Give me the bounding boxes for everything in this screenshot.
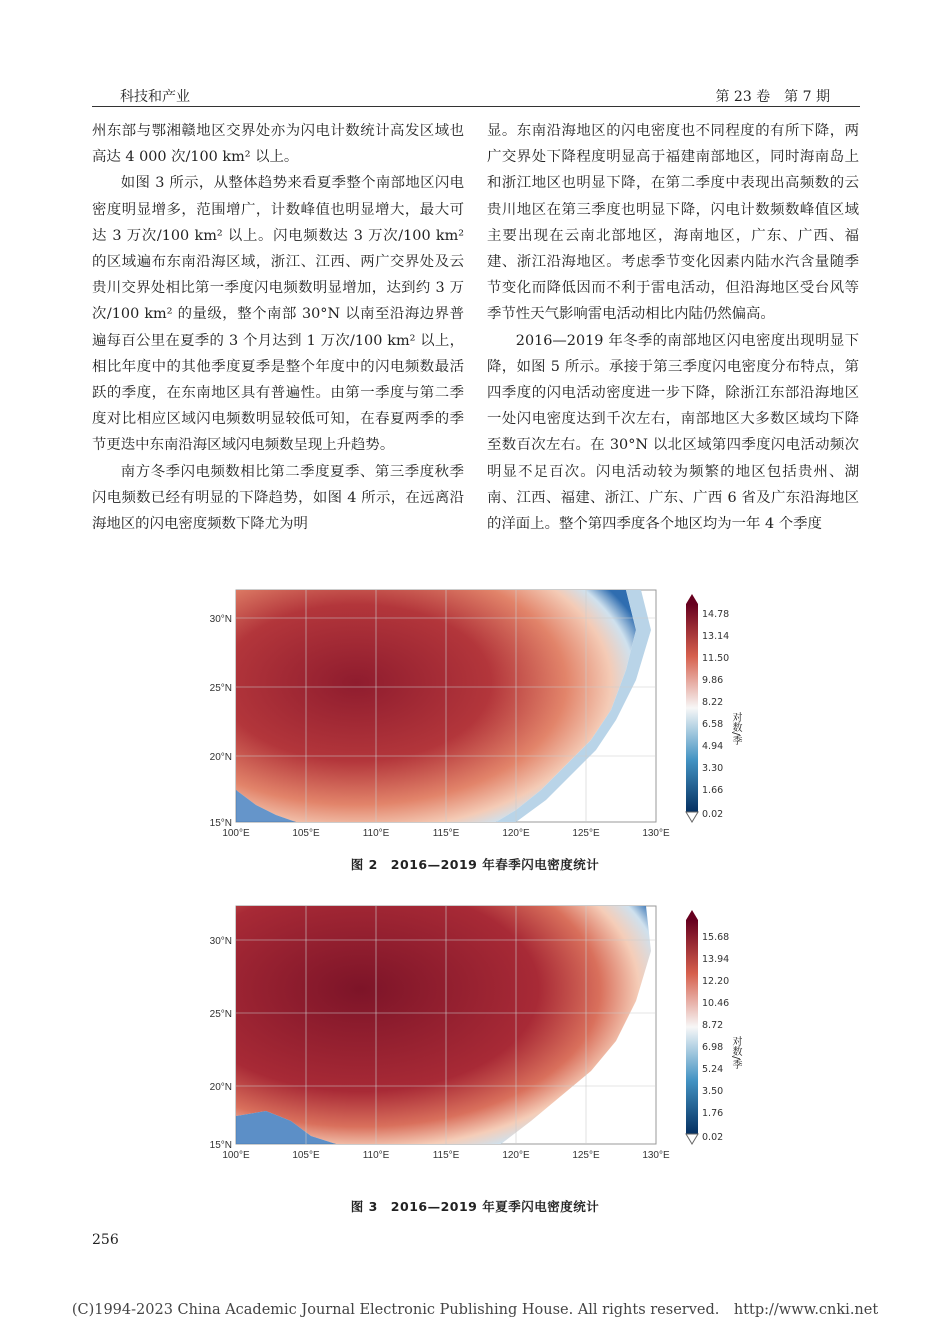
page-number: 256 <box>92 1232 119 1248</box>
y-tick: 30°N <box>209 614 232 625</box>
paragraph: 显。东南沿海地区的闪电密度也不同程度的有所下降，两广交界处下降程度明显高于福建南部地区，同时海南岛上和浙江地区也明显下降，在第二季度中表现出高频数的云贵川地区在第三季度也明显下降，闪电计数频数峰值区域主要出现在云南北部地区，海南地区，广东、广西、福建、浙江沿海地区。考虑季节变化因素内陆水汽含量随季节变化而降低因而不利于雷电活动，但沿海地区受台风等季节性天气影响雷电活动相比内陆仍然偏高。 <box>487 123 859 323</box>
lightning-density-map <box>196 590 730 840</box>
colorbar-tick: 1.66 <box>702 785 724 796</box>
y-tick: 20°N <box>209 1082 232 1093</box>
colorbar-tick: 13.94 <box>702 954 730 965</box>
x-tick: 130°E <box>642 1150 670 1161</box>
x-tick: 115°E <box>432 1150 460 1161</box>
x-tick: 120°E <box>502 828 530 839</box>
y-axis-ticks <box>210 614 232 829</box>
right-column <box>487 118 859 537</box>
colorbar-label: 对数/季 <box>730 1036 741 1070</box>
colorbar-tick: 6.98 <box>702 1042 724 1053</box>
x-tick: 110°E <box>362 1150 390 1161</box>
x-tick: 110°E <box>362 828 390 839</box>
colorbar-tick: 3.30 <box>702 763 724 774</box>
running-header-journal: 科技和产业 <box>120 89 190 105</box>
y-axis-ticks <box>210 936 232 1151</box>
figure-caption: 图 3 2016—2019 年夏季闪电密度统计 <box>350 1199 600 1214</box>
y-tick: 15°N <box>209 818 232 829</box>
colorbar-tick: 0.02 <box>702 1132 724 1143</box>
colorbar-label: 对数/季 <box>730 712 741 746</box>
paragraph: 如图 3 所示，从整体趋势来看夏季整个南部地区闪电密度明显增多，范围增广，计数峰值也明显增大，最大可达 3 万次/100 km² 以上。闪电频数达 3 万次/100 km² 的区域遍布东南沿海区域，浙江、江西、两广交界处及云贵川交界处相比第一季度闪电频数明显增加，达到约 3 万次/100 km² 的量级，整个南部 30°N 以南至沿海边界普遍每百公里在夏季的 3 个月达到 1 万次/100 km² 以上，相比年度中的其他季度夏季是整个年度中的闪电频数最活跃的季度，在东南地区具有普遍性。由第一季度与第二季度对比相应区域闪电频数明显较低可知，在春夏两季的季节更迭中东南沿海区域闪电频数呈现上升趋势。 <box>92 175 464 454</box>
y-tick: 25°N <box>209 683 232 694</box>
x-axis-ticks <box>222 828 670 839</box>
x-tick: 100°E <box>222 1150 250 1161</box>
colorbar-tick: 4.94 <box>702 741 724 752</box>
left-column <box>92 118 464 537</box>
x-tick: 125°E <box>572 828 600 839</box>
x-tick: 105°E <box>292 1150 320 1161</box>
paragraph: 州东部与鄂湘赣地区交界处亦为闪电计数统计高发区域也高达 4 000 次/100 km² 以上。 <box>92 123 464 166</box>
y-tick: 25°N <box>209 1009 232 1020</box>
paragraph: 2016—2019 年冬季的南部地区闪电密度出现明显下降，如图 5 所示。承接于第三季度闪电密度分布特点，第四季度的闪电活动密度进一步下降，除浙江东部沿海地区一处闪电密度达到千次左右，南部地区大多数区域均下降至数百次左右。在 30°N 以北区域第四季度闪电活动频次明显不足百次。闪电活动较为频繁的地区包括贵州、湖南、江西、福建、浙江、广东、广西 6 省及广东沿海地区的洋面上。整个第四季度各个地区均为一年 4 个季度 <box>487 332 859 533</box>
x-tick: 100°E <box>222 828 250 839</box>
x-tick: 105°E <box>292 828 320 839</box>
paragraph: 南方冬季闪电频数相比第二季度夏季、第三季度秋季闪电频数已经有明显的下降趋势，如图 4 所示，在远离沿海地区的闪电密度频数下降尤为明 <box>92 463 464 533</box>
x-axis-ticks <box>222 1150 670 1161</box>
colorbar-tick: 14.78 <box>702 609 730 620</box>
lightning-density-map <box>196 906 730 1162</box>
x-tick: 130°E <box>642 828 670 839</box>
x-tick: 125°E <box>572 1150 600 1161</box>
colorbar-tick: 1.76 <box>702 1108 724 1119</box>
colorbar-tick: 8.72 <box>702 1020 724 1031</box>
colorbar-tick: 12.20 <box>702 976 730 987</box>
header-rule <box>92 106 860 107</box>
colorbar-tick: 0.02 <box>702 809 724 820</box>
running-header-issue: 第 23 卷 第 7 期 <box>715 89 830 105</box>
x-tick: 120°E <box>502 1150 530 1161</box>
colorbar-tick: 3.50 <box>702 1086 724 1097</box>
colorbar-tick: 9.86 <box>702 675 724 686</box>
figure-caption: 图 2 2016—2019 年春季闪电密度统计 <box>350 857 600 872</box>
y-tick: 30°N <box>209 936 232 947</box>
colorbar-tick: 11.50 <box>702 653 730 664</box>
y-tick: 20°N <box>209 752 232 763</box>
colorbar-tick: 5.24 <box>702 1064 724 1075</box>
copyright-footer: (C)1994-2023 China Academic Journal Electronic Publishing House. All rights reserved. http://www.cnki.net <box>71 1302 879 1318</box>
colorbar-tick: 8.22 <box>702 697 724 708</box>
colorbar-tick: 10.46 <box>702 998 730 1009</box>
figure-summer <box>196 906 730 1162</box>
colorbar-tick: 6.58 <box>702 719 724 730</box>
colorbar-tick: 15.68 <box>702 932 730 943</box>
y-tick: 15°N <box>209 1140 232 1151</box>
colorbar <box>686 594 729 822</box>
figure-spring <box>196 590 730 840</box>
x-tick: 115°E <box>432 828 460 839</box>
colorbar-tick: 13.14 <box>702 631 730 642</box>
colorbar <box>686 910 729 1144</box>
